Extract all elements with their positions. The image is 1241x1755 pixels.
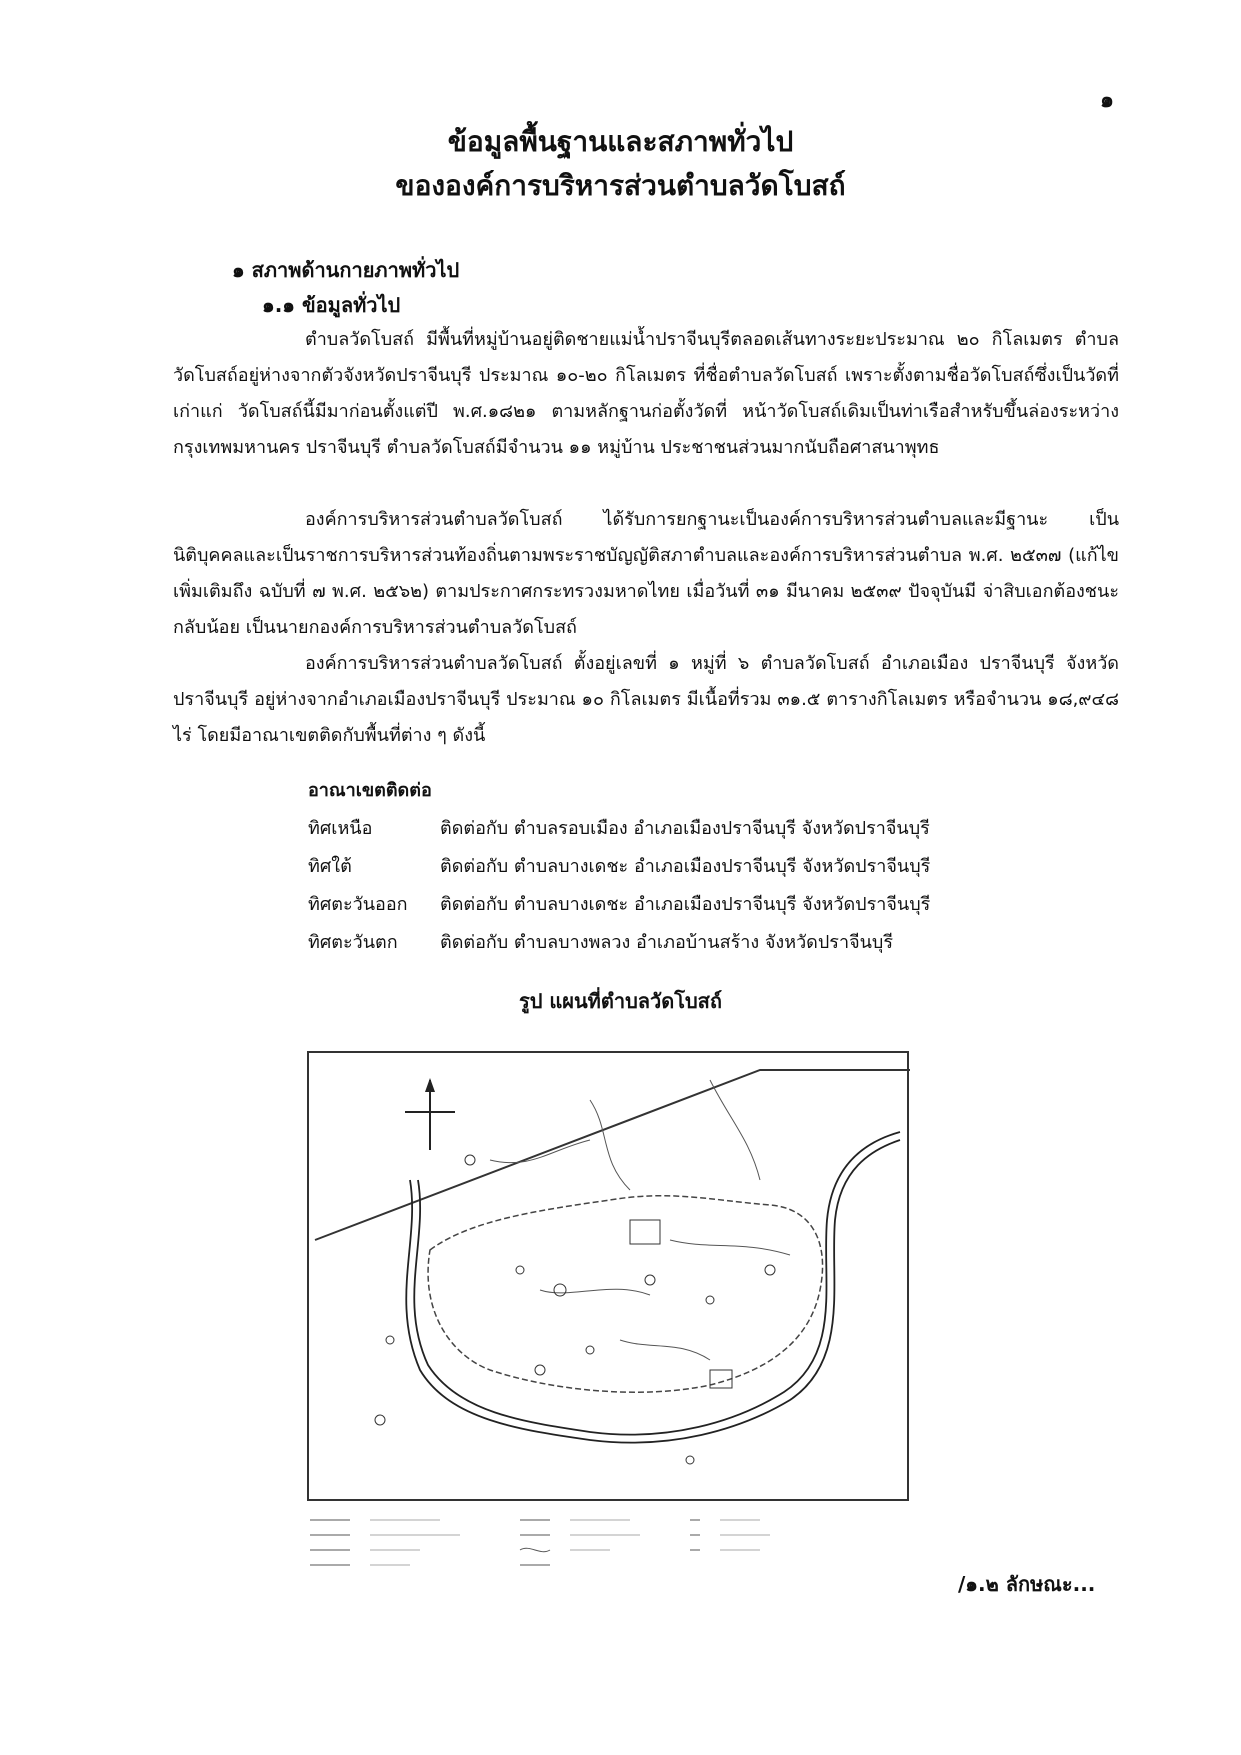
border-direction: ทิศตะวันตก (308, 931, 398, 953)
map-road (315, 1070, 910, 1240)
map-river (406, 1132, 900, 1443)
map-frame (308, 1052, 908, 1500)
border-row-north (308, 808, 930, 846)
border-direction: ทิศตะวันออก (308, 893, 408, 915)
border-description: ติดต่อกับ ตำบลบางพลวง อำเภอบ้านสร้าง จังหวัดปราจีนบุรี (440, 931, 894, 953)
document-title-line1: ข้อมูลพื้นฐานและสภาพทั่วไป (447, 125, 794, 158)
border-description: ติดต่อกับ ตำบลบางเดชะ อำเภอเมืองปราจีนบุรี จังหวัดปราจีนบุรี (440, 893, 931, 915)
north-arrow-icon (405, 1078, 455, 1150)
section-heading: ๑ สภาพด้านกายภาพทั่วไป (232, 258, 460, 282)
paragraph-location: องค์การบริหารส่วนตำบลวัดโบสถ์ ตั้งอยู่เลขที่ ๑ หมู่ที่ ๖ ตำบลวัดโบสถ์ อำเภอเมือง ปราจีนบุรี จังหวัดปราจีนบุรี อยู่ห่างจากอำเภอเมืองปราจีนบุรี ประมาณ ๑๐ กิโลเมตร มีเนื้อที่รวม ๓๑.๕ ตารางกิโลเมตร หรือจำนวน ๑๘,๙๔๘ ไร่ โดยมีอาณาเขตติดกับพื้นที่ต่าง ๆ ดังนี้ (173, 653, 1119, 746)
subsection-heading: ๑.๑ ข้อมูลทั่วไป (262, 293, 401, 317)
district-map-image (290, 1040, 930, 1590)
paragraph-general-info: ตำบลวัดโบสถ์ มีพื้นที่หมู่บ้านอยู่ติดชายแม่น้ำปราจีนบุรีตลอดเส้นทางระยะประมาณ ๒๐ กิโลเมตร ตำบลวัดโบสถ์อยู่ห่างจากตัวจังหวัดปราจีนบุรี ประมาณ ๑๐-๒๐ กิโลเมตร ที่ชื่อตำบลวัดโบสถ์ เพราะตั้งตามชื่อวัดโบสถ์ซึ่งเป็นวัดที่เก่าแก่ วัดโบสถ์นี้มีมาก่อนตั้งแต่ปี พ.ศ.๑๘๒๑ ตามหลักฐานก่อตั้งวัดที่ หน้าวัดโบสถ์เดิมเป็นท่าเรือสำหรับขึ้นล่องระหว่างกรุงเทพมหานคร ปราจีนบุรี ตำบลวัดโบสถ์มีจำนวน ๑๑ หมู่บ้าน ประชาชนส่วนมากนับถือศาสนาพุทธ (173, 329, 1119, 458)
continued-marker: /๑.๒ ลักษณะ... (958, 1572, 1096, 1596)
border-description: ติดต่อกับ ตำบลรอบเมือง อำเภอเมืองปราจีนบุรี จังหวัดปราจีนบุรี (440, 817, 930, 839)
border-row-west (308, 922, 930, 960)
border-description: ติดต่อกับ ตำบลบางเดชะ อำเภอเมืองปราจีนบุรี จังหวัดปราจีนบุรี (440, 855, 931, 877)
borders-heading: อาณาเขตติดต่อ (308, 780, 432, 801)
village-markers (375, 1155, 775, 1464)
borders-table (308, 808, 930, 960)
paragraph-establishment: องค์การบริหารส่วนตำบลวัดโบสถ์ ได้รับการยกฐานะเป็นองค์การบริหารส่วนตำบลและมีฐานะ เป็นนิติบุคคลและเป็นราชการบริหารส่วนท้องถิ่นตามพระราชบัญญัติสภาตำบลและองค์การบริหารส่วนตำบล พ.ศ. ๒๕๓๗ (แก้ไขเพิ่มเติมถึง ฉบับที่ ๗ พ.ศ. ๒๕๖๒) ตามประกาศกระทรวงมหาดไทย เมื่อวันที่ ๓๑ มีนาคม ๒๕๓๙ ปัจจุบันมี จ่าสิบเอกต้องชนะ กลับน้อย เป็นนายกองค์การบริหารส่วนตำบลวัดโบสถ์ (173, 509, 1119, 638)
figure-caption: รูป แผนที่ตำบลวัดโบสถ์ (518, 989, 722, 1013)
page-number: ๑ (1100, 88, 1114, 113)
border-row-south (308, 846, 930, 884)
subdistrict-boundary (428, 1196, 822, 1393)
border-direction: ทิศเหนือ (308, 817, 373, 839)
document-title-line2: ขององค์การบริหารส่วนตำบลวัดโบสถ์ (395, 169, 846, 202)
border-direction: ทิศใต้ (308, 855, 352, 877)
border-row-east (308, 884, 930, 922)
map-legend (310, 1520, 770, 1565)
